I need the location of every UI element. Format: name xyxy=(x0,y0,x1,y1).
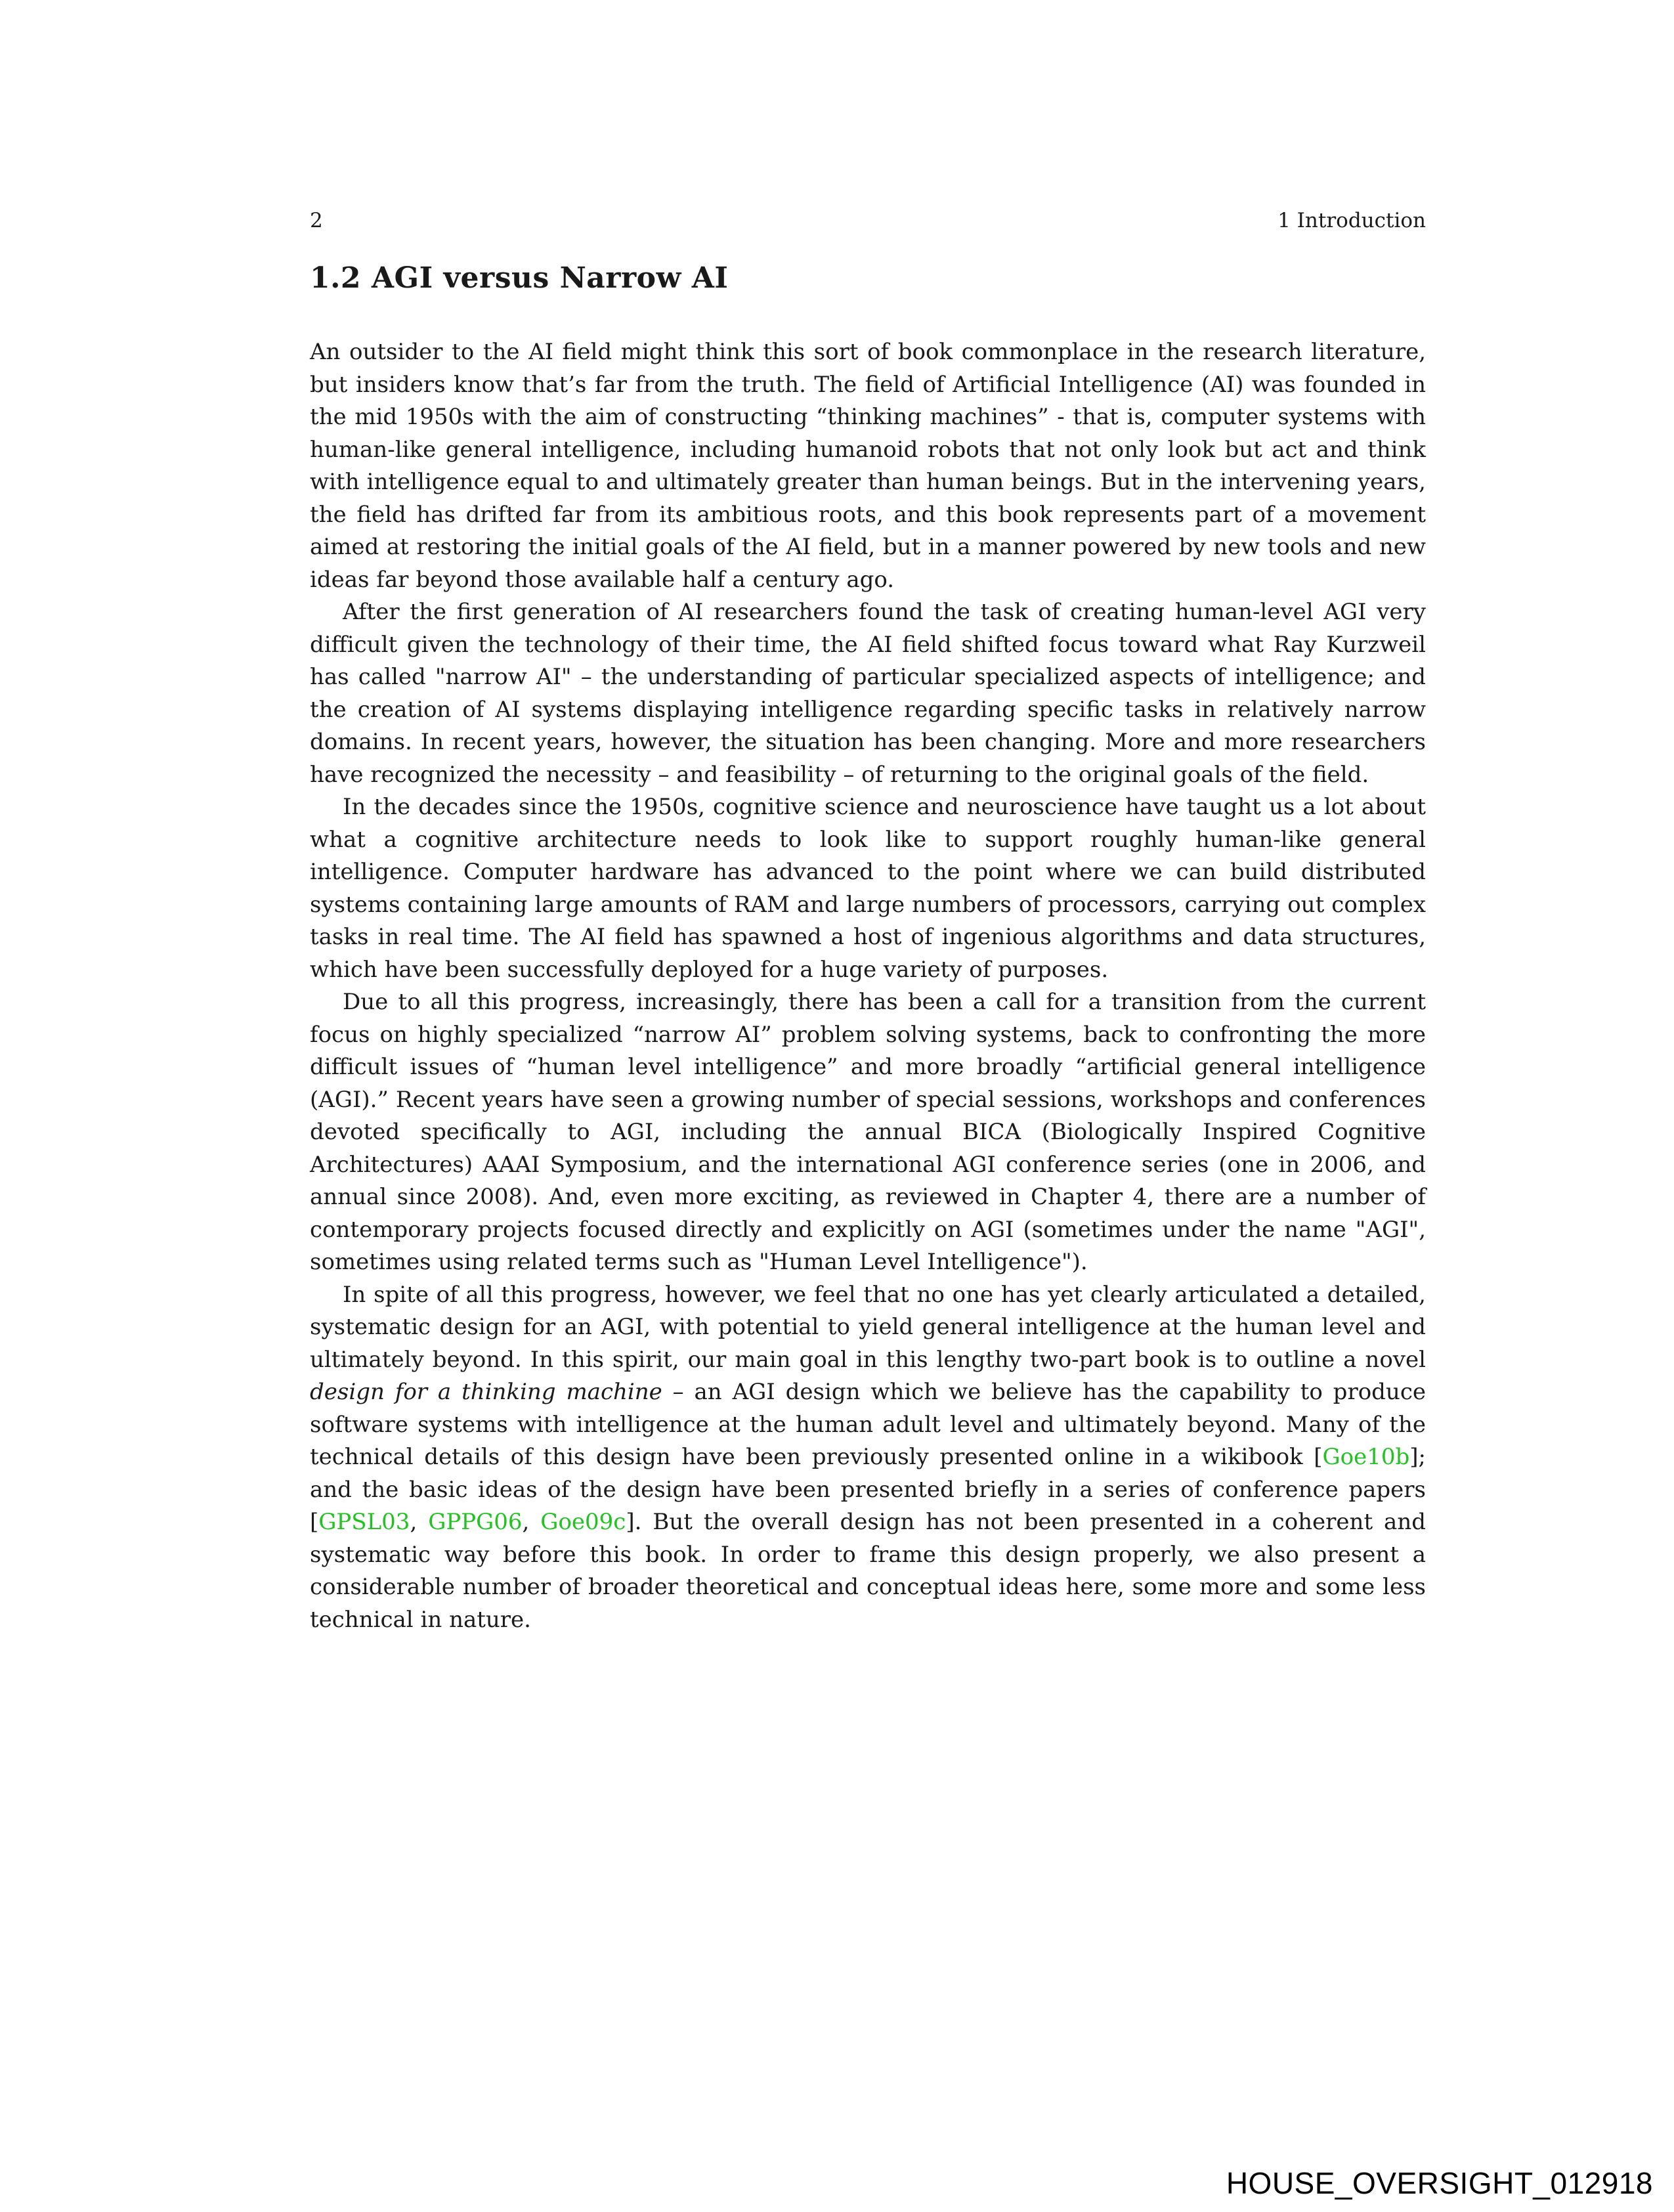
running-head xyxy=(310,206,1426,235)
page-number: 2 xyxy=(310,209,323,232)
paragraph-3: In the decades since the 1950s, cognitive science and neuroscience have taught us a lot about what a cognitive architecture needs to look like to support roughly human-like general intelligence. Computer hardware has advanced to the point where we can build distributed systems containing large amounts of RAM and large numbers of processors, carrying out complex tasks in real time. The AI field has spawned a host of ingenious algorithms and data structures, which have been successfully deployed for a huge variety of purposes. xyxy=(310,794,1426,983)
paragraph-5-text: In spite of all this progress, however, we feel that no one has yet clearly articulated a detailed, systematic design for an AGI, with potential to yield general intelligence at the human level and ultimately beyond. In this spirit, our main goal in this lengthy two-part book is to outline a novel xyxy=(310,1281,1426,1373)
paragraph-5 xyxy=(310,1279,1426,1637)
citation-link[interactable]: Goe10b xyxy=(1322,1444,1410,1470)
paragraph-5-text: – an AGI design which we believe has the capability to produce software systems with intelligence at the human adult level and ultimately beyond. Many of the technical details of this design have been previously presented online in a wikibook [ xyxy=(310,1379,1426,1470)
emphasis-text: design for a thinking machine xyxy=(310,1379,662,1405)
paragraph-2: After the first generation of AI researchers found the task of creating human-level AGI very difficult given the technology of their time, the AI field shifted focus toward what Ray Kurzweil has called "narrow AI" – the understanding of particular specialized aspects of intelligence; and the creation of AI systems displaying intelligence regarding specific tasks in relatively narrow domains. In recent years, however, the situation has been changing. More and more researchers have recognized the necessity – and feasibility – of returning to the original goals of the field. xyxy=(310,599,1426,788)
paragraph-1: An outsider to the AI field might think this sort of book commonplace in the research literature, but insiders know that’s far from the truth. The field of Artificial Intelligence (AI) was founded in the mid 1950s with the aim of constructing “thinking machines” - that is, computer systems with human-like general intelligence, including humanoid robots that not only look but act and think with intelligence equal to and ultimately greater than human beings. But in the intervening years, the field has drifted far from its ambitious roots, and this book represents part of a movement aimed at restoring the initial goals of the AI field, but in a manner powered by new tools and new ideas far beyond those available half a century ago. xyxy=(310,339,1426,593)
body-text xyxy=(310,336,1426,1636)
section-title: 1.2 AGI versus Narrow AI xyxy=(310,261,729,295)
citation-separator: , xyxy=(410,1509,429,1535)
bates-number: HOUSE_OVERSIGHT_012918 xyxy=(1226,2166,1653,2200)
citation-link[interactable]: Goe09c xyxy=(540,1509,626,1535)
chapter-title: 1 Introduction xyxy=(1277,209,1426,232)
citation-link[interactable]: GPPG06 xyxy=(428,1509,523,1535)
paragraph-5-text: ]. But the overall design has not been presented in a coherent and systematic way before this book. In order to frame this design properly, we also present a considerable number of broader theoretical and conceptual ideas here, some more and some less technical in nature. xyxy=(310,1509,1426,1633)
citation-separator: , xyxy=(522,1509,541,1535)
paragraph-5-text: ]; and the basic ideas of the design have been presented briefly in a series of conference papers [ xyxy=(310,1444,1426,1535)
citation-link[interactable]: GPSL03 xyxy=(318,1509,410,1535)
paragraph-4: Due to all this progress, increasingly, there has been a call for a transition from the current focus on highly specialized “narrow AI” problem solving systems, back to confronting the more difficult issues of “human level intelligence” and more broadly “artificial general intelligence (AGI).” Recent years have seen a growing number of special sessions, workshops and conferences devoted specifically to AGI, including the annual BICA (Biologically Inspired Cognitive Architectures) AAAI Symposium, and the international AGI conference series (one in 2006, and annual since 2008). And, even more exciting, as reviewed in Chapter 4, there are a number of contemporary projects focused directly and explicitly on AGI (sometimes under the name "AGI", sometimes using related terms such as "Human Level Intelligence"). xyxy=(310,989,1426,1275)
